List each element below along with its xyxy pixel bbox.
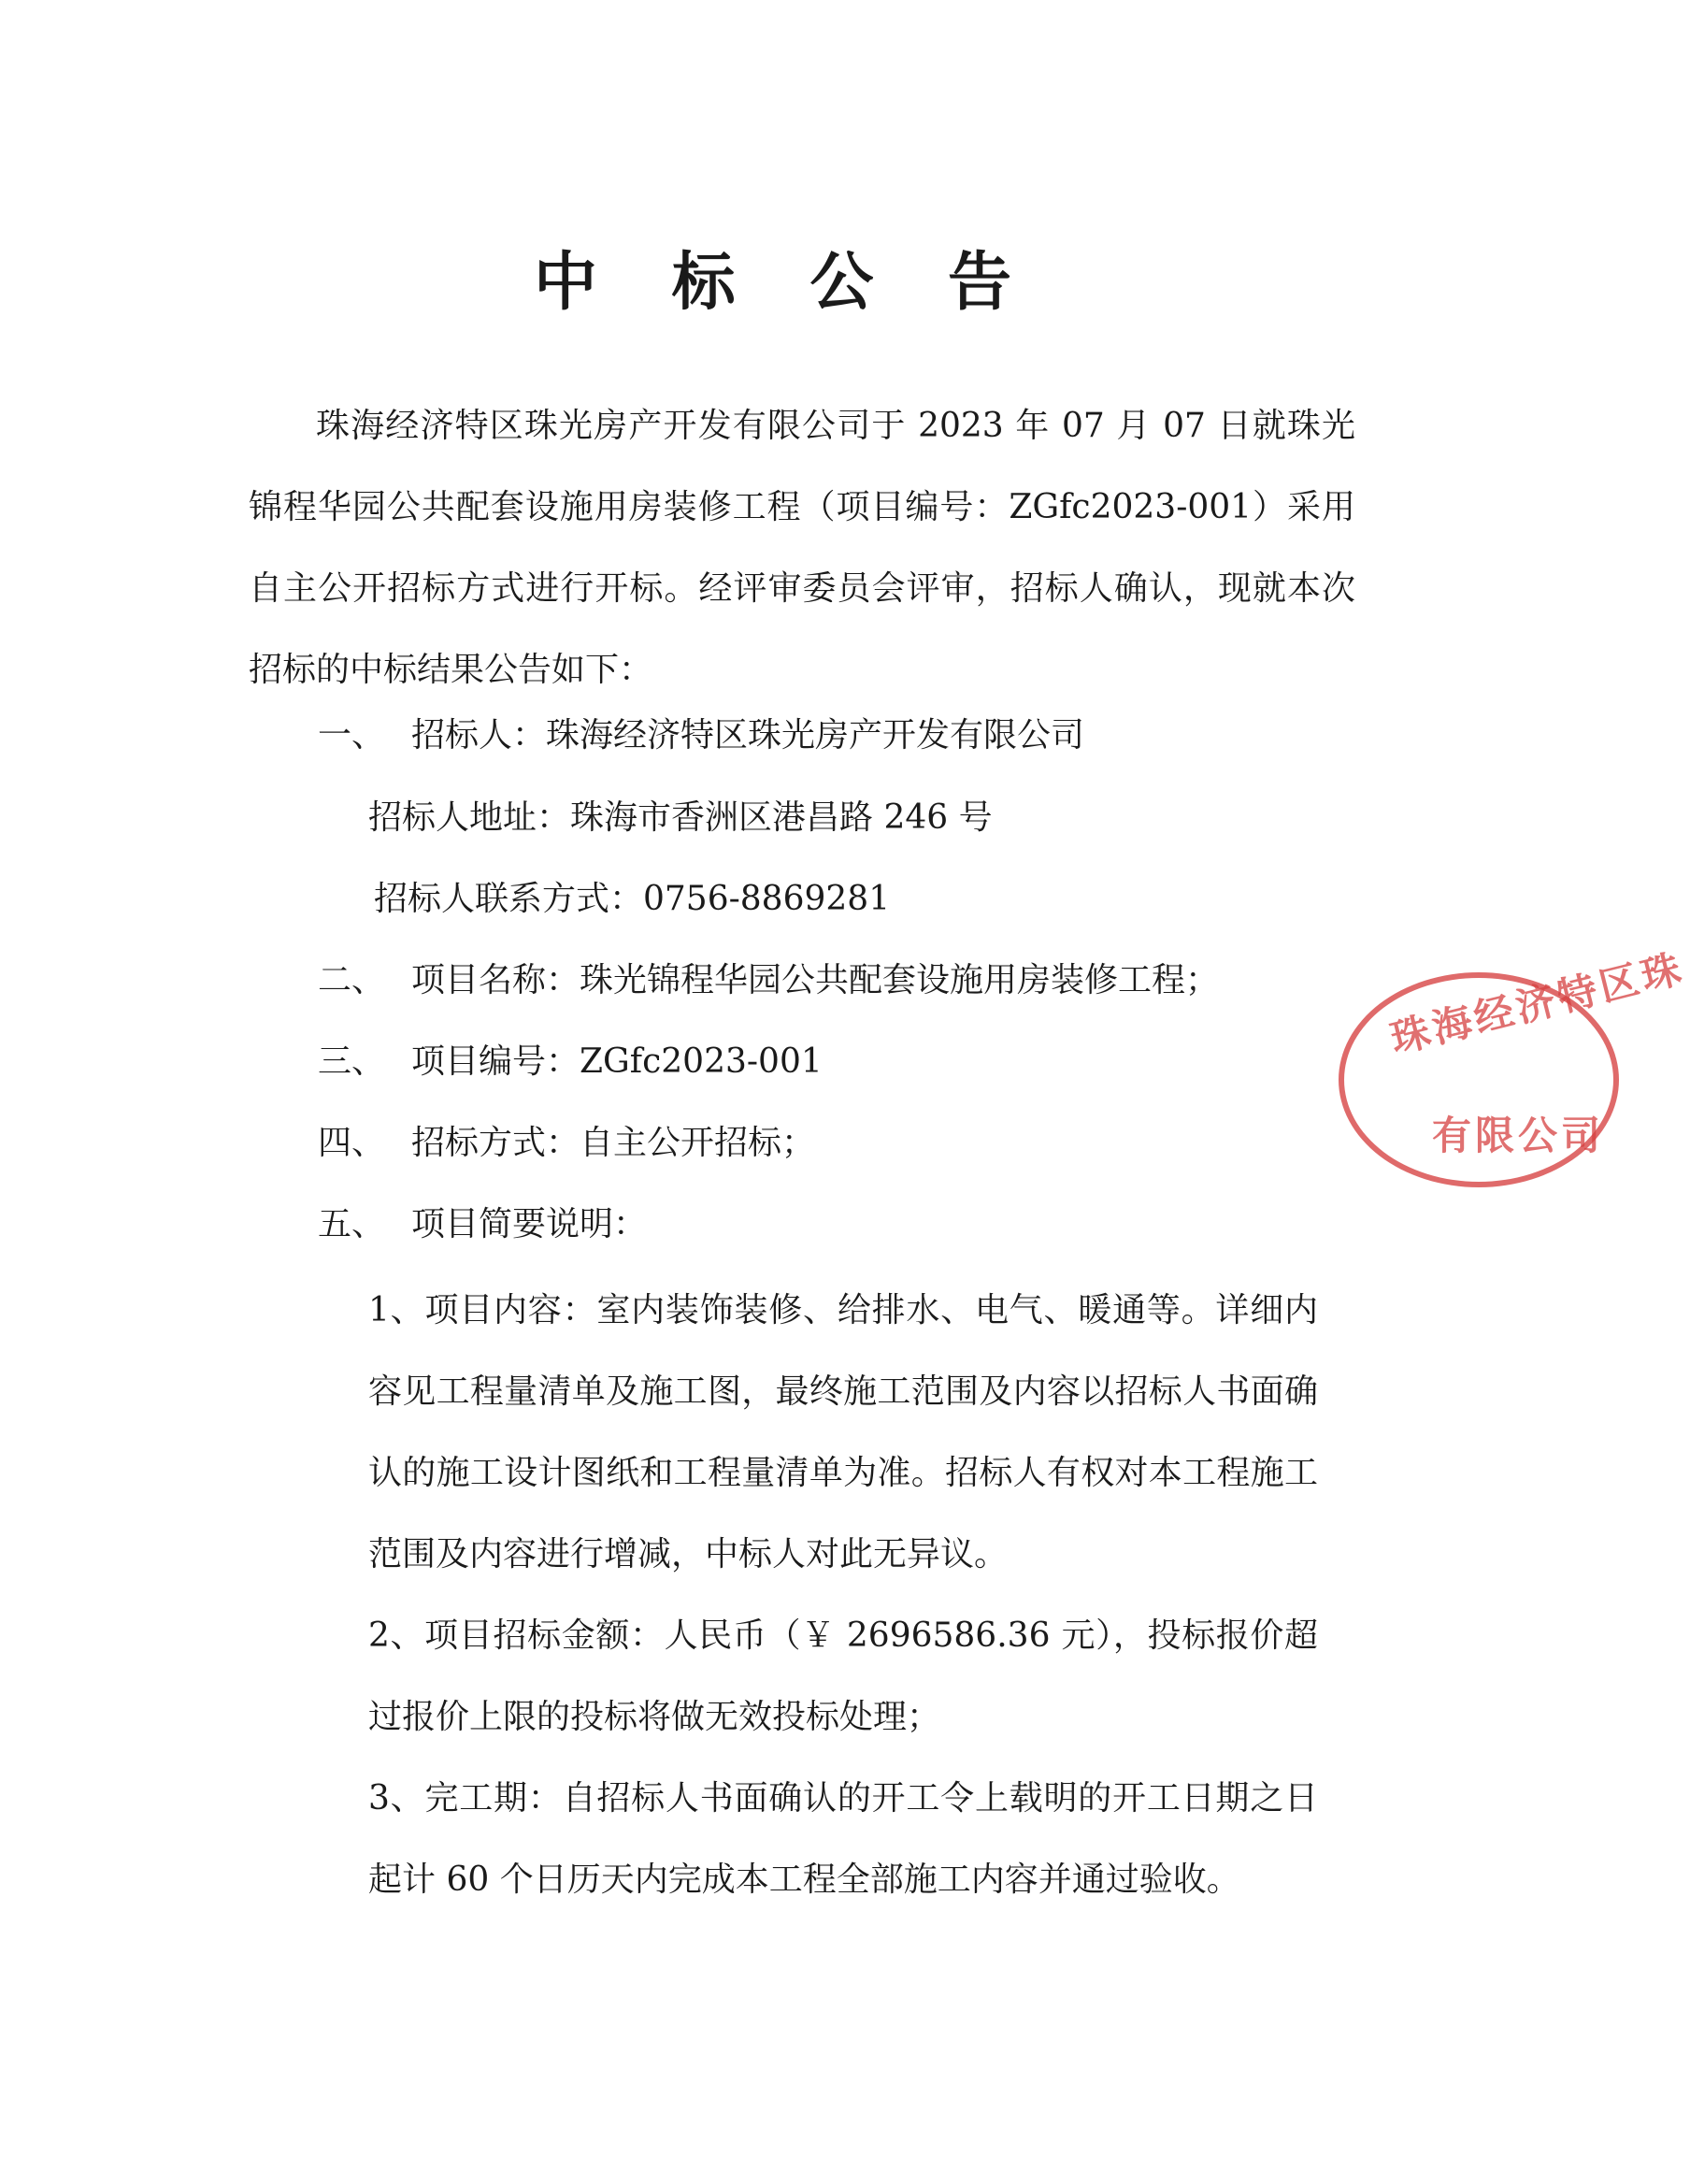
list-item-number: 四、 [318,1124,386,1162]
detail-paragraph-3: 3、完工期：自招标人书面确认的开工令上载明的开工日期之日起计 60 个日历天内完成本工程全部施工内容并通过验收。 [368,1779,1318,1899]
page-title: 中 标 公 告 [533,246,1038,320]
list-item-4 [318,1120,815,1167]
list-item-5 [318,1201,647,1248]
list-item-text: 项目名称：珠光锦程华园公共配套设施用房装修工程； [411,961,1220,999]
list-item-text: 项目简要说明： [411,1205,648,1243]
company-seal-stamp [1339,944,1689,1187]
list-item-2 [318,957,1219,1004]
detail-paragraph-2: 2、项目招标金额：人民币（￥ 2696586.36 元），投标报价超过报价上限的投标将做无效投标处理； [368,1616,1318,1736]
list-item-3 [318,1039,823,1085]
list-item-number: 三、 [318,1042,386,1081]
intro-paragraph: 珠海经济特区珠光房产开发有限公司于 2023 年 07 月 07 日就珠光锦程华园公共配套设施用房装修工程（项目编号：ZGfc2023-001）采用自主公开招标方式进行开标。经评审委员会评审，招标人确认，现就本次招标的中标结果公告如下： [249,407,1355,689]
stamp-top-text: 珠海经济特区珠 [1385,944,1689,1063]
list-item-text: 招标方式：自主公开招标； [411,1124,816,1162]
detail-paragraph-1: 1、项目内容：室内装饰装修、给排水、电气、暖通等。详细内容见工程量清单及施工图，最终施工范围及内容以招标人书面确认的施工设计图纸和工程量清单为准。招标人有权对本工程施工范围及内容进行增减，中标人对此无异议。 [368,1291,1318,1573]
list-item-text: 招标人：珠海经济特区珠光房产开发有限公司 [411,716,1085,754]
stamp-bottom-text: 有限公司 [1432,1113,1605,1158]
list-item-number: 二、 [318,961,386,999]
list-item-number: 五、 [318,1205,386,1243]
list-item-number: 一、 [318,716,386,754]
list-item-1 [318,712,1084,759]
list-item-text: 项目编号：ZGfc2023-001 [411,1042,823,1081]
tenderer-address: 招标人地址：珠海市香洲区港昌路 246 号 [368,798,993,837]
tenderer-contact: 招标人联系方式：0756-8869281 [374,880,891,918]
